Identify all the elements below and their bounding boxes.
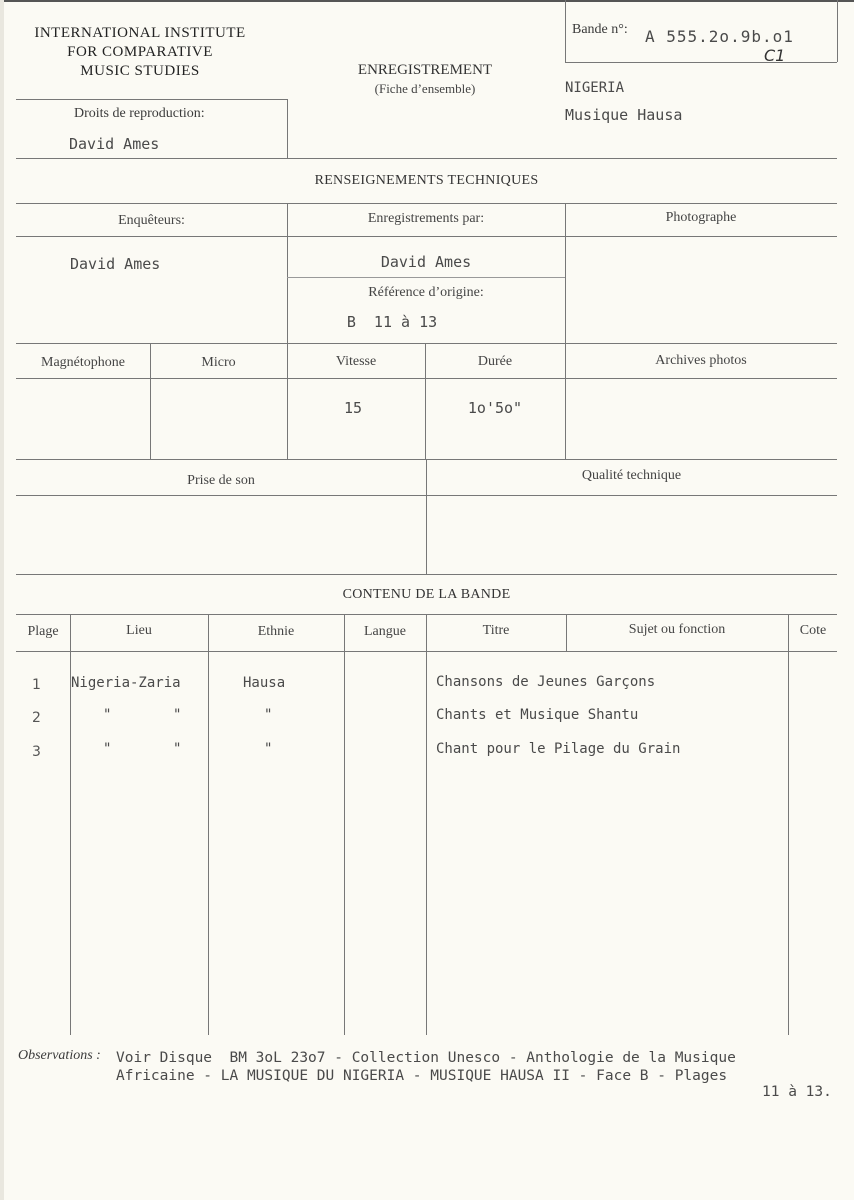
contents-vline-6	[788, 614, 789, 1035]
photographe-label: Photographe	[665, 210, 737, 225]
contents-section-title: CONTENU DE LA BANDE	[342, 587, 511, 602]
contents-vline-2	[208, 614, 209, 1035]
row-lieu-ditto-1: "	[103, 707, 112, 723]
col-cote-header: Cote	[799, 623, 827, 638]
institute-name	[10, 24, 270, 81]
bande-label: Bande n°:	[572, 22, 628, 37]
observations-line-3: 11 à 13.	[762, 1084, 832, 1100]
micro-label: Micro	[201, 355, 236, 370]
col-plage-header: Plage	[27, 624, 59, 639]
contents-vline-4	[426, 614, 427, 1035]
row-titre: Chant pour le Pilage du Grain	[436, 741, 681, 757]
bande-value: A 555.2o.9b.o1	[645, 27, 794, 46]
tech-rule-3	[16, 343, 837, 344]
observations-line-2: Africaine - LA MUSIQUE DU NIGERIA - MUSIQUE HAUSA II - Face B - Plages	[116, 1068, 728, 1084]
row-lieu-ditto-1: "	[103, 741, 112, 757]
observations-line-1: Voir Disque BM 3oL 23o7 - Collection Unesco - Anthologie de la Musique	[116, 1050, 736, 1066]
enqueteurs-label: Enquêteurs:	[118, 213, 185, 228]
col-ethnie-header: Ethnie	[257, 624, 295, 639]
row-lieu: Nigeria-Zaria	[71, 675, 181, 691]
observations-label: Observations :	[18, 1048, 101, 1063]
enregistrement-title: ENREGISTREMENT	[357, 62, 493, 78]
duree-label: Durée	[477, 354, 513, 369]
qualite-label: Qualité technique	[581, 468, 682, 483]
row-ethnie-ditto: "	[264, 741, 273, 757]
row-lieu-ditto-2: "	[173, 707, 182, 723]
col-lieu-header: Lieu	[126, 623, 152, 638]
row-plage: 1	[32, 677, 41, 693]
music-value: Musique Hausa	[565, 106, 683, 124]
row-titre: Chansons de Jeunes Garçons	[436, 674, 656, 690]
col-titre-header: Titre	[482, 623, 510, 638]
row-titre: Chants et Musique Shantu	[436, 707, 639, 723]
row-lieu-ditto-2: "	[173, 741, 182, 757]
tech-rule-7	[16, 574, 837, 575]
institute-line-3: MUSIC STUDIES	[80, 63, 200, 79]
vitesse-value: 15	[343, 399, 363, 417]
duree-value: 1o'5o"	[467, 399, 523, 417]
tech-rule-6	[16, 495, 837, 496]
page-top-edge	[0, 0, 854, 2]
fiche-subtitle: (Fiche d’ensemble)	[374, 81, 476, 96]
institute-line-2: FOR COMPARATIVE	[67, 44, 213, 60]
prise-label: Prise de son	[187, 473, 255, 488]
droits-label: Droits de reproduction:	[74, 106, 205, 121]
enregistrements-label: Enregistrements par:	[367, 211, 485, 226]
institute-line-1: INTERNATIONAL INSTITUTE	[34, 25, 246, 41]
row-plage: 2	[32, 710, 41, 726]
reference-label: Référence d’origine:	[368, 285, 484, 300]
bande-box-bottom-border	[565, 62, 837, 63]
reference-value: B 11 à 13	[346, 313, 438, 331]
bande-box-right-border	[837, 0, 838, 62]
contents-vline-3	[344, 614, 345, 1035]
tech-rule-2	[16, 236, 837, 237]
tech-rule-1	[16, 203, 837, 204]
enregistrements-value: David Ames	[380, 253, 472, 271]
vitesse-label: Vitesse	[335, 354, 377, 369]
bande-handwritten-mark: C1	[764, 46, 786, 65]
country-value: NIGERIA	[565, 80, 625, 96]
header-bottom-rule	[16, 158, 837, 159]
bande-box-left-border	[565, 0, 566, 62]
enregistrements-divider	[287, 277, 565, 278]
col-langue-header: Langue	[364, 624, 406, 639]
col-sujet-header: Sujet ou fonction	[628, 622, 726, 637]
row-plage: 3	[32, 744, 41, 760]
technical-section-title: RENSEIGNEMENTS TECHNIQUES	[314, 173, 539, 188]
tech-rule-4	[16, 378, 837, 379]
row-ethnie: Hausa	[243, 675, 286, 691]
page-left-edge	[0, 0, 4, 1200]
magnetophone-label: Magnétophone	[41, 355, 125, 370]
enqueteurs-value: David Ames	[70, 255, 161, 273]
archives-label: Archives photos	[655, 353, 747, 368]
droits-value: David Ames	[69, 135, 160, 153]
row-ethnie-ditto: "	[264, 707, 273, 723]
droits-top-border	[16, 99, 287, 100]
droits-right-border	[287, 99, 288, 158]
